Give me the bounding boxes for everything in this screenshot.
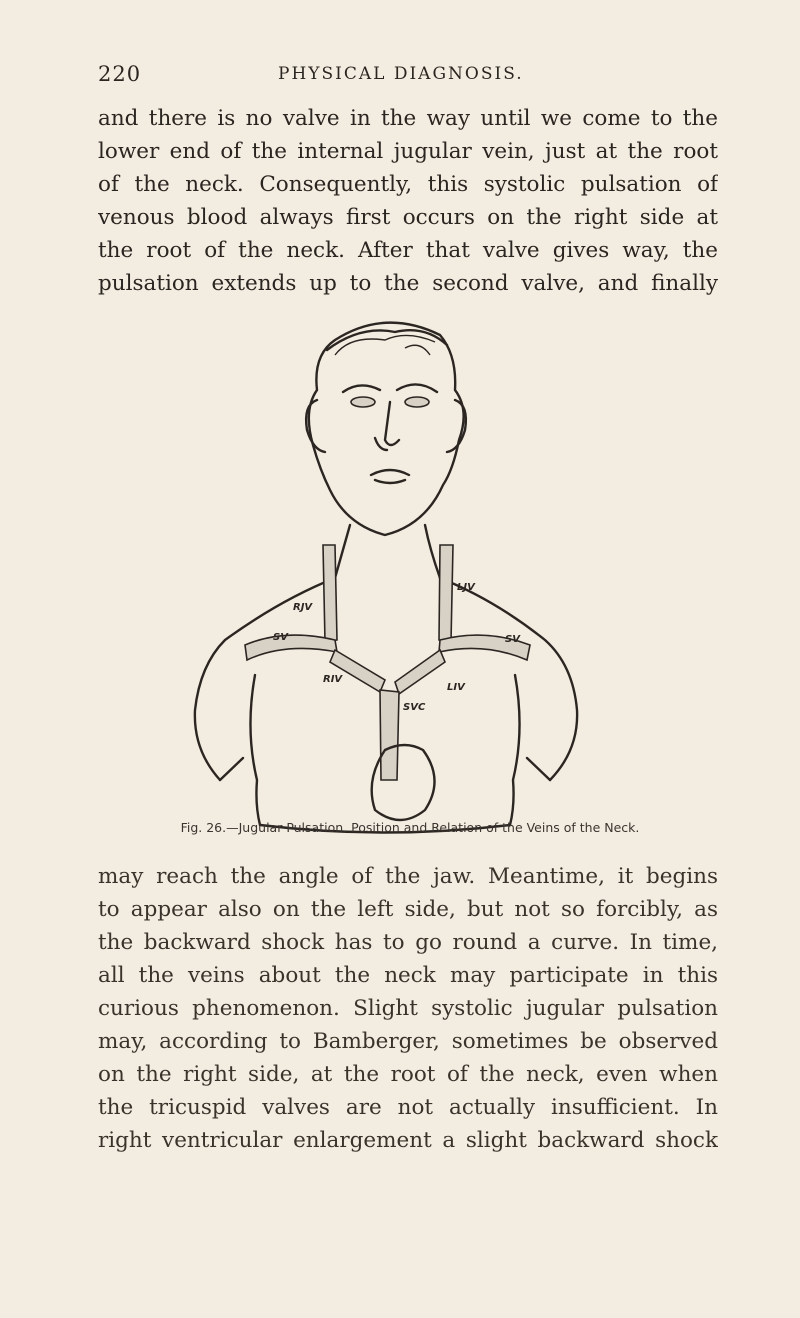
left-eyebrow <box>343 385 380 392</box>
text-line: of the neck. Consequently, this systolic pulsation of <box>98 172 718 197</box>
neck-left <box>335 525 350 578</box>
label-rjv: RJV <box>293 602 313 613</box>
page-header <box>98 62 718 92</box>
text-line: all the veins about the neck may participate in this <box>98 963 718 988</box>
running-head: PHYSICAL DIAGNOSIS. <box>278 64 524 84</box>
label-liv: LIV <box>447 682 465 693</box>
left-eye <box>351 397 375 407</box>
page-number: 220 <box>98 62 142 86</box>
text-line: may reach the angle of the jaw. Meantime, it begins <box>98 864 718 889</box>
paragraph-bottom <box>98 860 718 1157</box>
chest-left <box>250 675 260 825</box>
label-ljv: LJV <box>457 582 475 593</box>
figure-neck-veins <box>185 310 585 840</box>
superior-vena-cava <box>380 690 399 780</box>
text-line: the root of the neck. After that valve gives way, the <box>98 238 718 263</box>
label-svc: SVC <box>403 702 426 713</box>
mouth <box>371 470 409 483</box>
right-eye <box>405 397 429 407</box>
text-line: pulsation extends up to the second valve, and finally <box>98 271 718 296</box>
heart-outline <box>372 745 435 820</box>
text-line: lower end of the internal jugular vein, just at the root <box>98 139 718 164</box>
chest-right <box>510 675 520 825</box>
figure-caption: Fig. 26.—Jugular Pulsation. Position and Relation of the Veins of the Neck. <box>180 820 640 835</box>
text-line: the backward shock has to go round a curve. In time, <box>98 930 718 955</box>
right-jugular-vein <box>323 545 337 642</box>
text-line: right ventricular enlargement a slight backward shock <box>98 1128 718 1153</box>
text-line: venous blood always first occurs on the right side at <box>98 205 718 230</box>
text-line: and there is no valve in the way until we come to the <box>98 106 718 131</box>
neck-right <box>425 525 440 578</box>
nose <box>375 402 399 450</box>
left-innominate-vein <box>395 650 445 694</box>
text-line: to appear also on the left side, but not so forcibly, as <box>98 897 718 922</box>
text-line: on the right side, at the root of the neck, even when <box>98 1062 718 1087</box>
label-sv-left: SV <box>273 632 288 643</box>
neck-veins-illustration <box>185 310 585 840</box>
right-eyebrow <box>397 384 437 392</box>
label-sv-right: SV <box>505 634 520 645</box>
text-line: the tricuspid valves are not actually insufficient. In <box>98 1095 718 1120</box>
right-subclavian-vein <box>245 635 337 660</box>
left-jugular-vein <box>439 545 453 642</box>
paragraph-top <box>98 102 718 300</box>
label-riv: RIV <box>323 674 343 685</box>
text-line: curious phenomenon. Slight systolic jugular pulsation <box>98 996 718 1021</box>
text-line: may, according to Bamberger, sometimes be observed <box>98 1029 718 1054</box>
right-innominate-vein <box>330 650 385 692</box>
